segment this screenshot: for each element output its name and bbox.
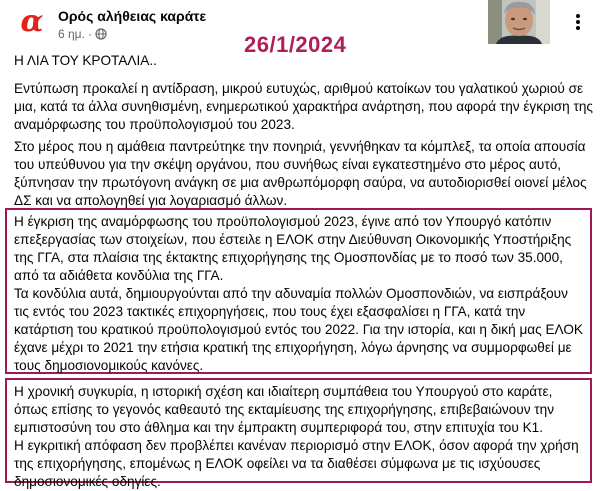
post-meta: [58, 27, 107, 41]
alpha-logo-icon: α: [20, 4, 44, 39]
post-time-link[interactable]: 6 ημ.: [58, 27, 85, 41]
highlighted-section-2: [5, 378, 592, 489]
boxed-paragraph-1b: Τα κονδύλια αυτά, δημιουργούνται από την αδυναμία πολλών Ομοσπονδιών, να εισπράξουν τις εντός του 2023 τακτικές επιχορηγήσεις, που τους έχει εξασφαλίσει η ΓΓΑ, κατά την κατάρτιση του κρατικού προϋπολογισμού εντός του 2022. Για την ιστορία, και η δική μας ΕΛΟΚ έχανε μέχρι το 2021 την ετήσια κρατική της επιχορήγηση, λόγω άρνησης να συμμορφωθεί με τους δημοσιονομικούς κανόνες.: [14, 286, 583, 373]
dot: [576, 14, 580, 18]
date-overlay: 26/1/2024: [244, 32, 347, 57]
globe-icon[interactable]: [95, 28, 107, 40]
page-avatar[interactable]: [14, 6, 50, 38]
boxed-paragraph-1a: Η έγκριση της αναμόρφωσης του προϋπολογισμού 2023, έγινε από τον Υπουργό κατόπιν επεξεργασίας των στοιχείων, που έστειλε η ΕΛΟΚ στην Διεύθυνση Οικονομικής Υποστήριξης της ΓΓΑ, στα πλαίσια της έκτακτης επιχορήγησης της Ομοσπονδίας με το ποσό των 35.000, από τα αδιάθετα κονδύλια της ΓΓΑ.: [14, 214, 572, 283]
post-greeting: Η ΛΙΑ ΤΟΥ ΚΡΟΤΑΛΙΑ..: [14, 53, 157, 68]
meta-separator: ·: [87, 27, 92, 41]
post-paragraph-2: Στο μέρος που η αμάθεια παντρεύτηκε την πονηριά, γεννήθηκαν τα κόμπλεξ, τα οποία απουσία του υπεύθυνου για την σκέψη οργάνου, που συνήθως είναι εγκατεστημένο στο μέρος αυτό, ξύπνησαν την πρωτόγονη ανάγκη σε μια ανθρωπόμορφη σαύρα, να αυτοδιορισθεί οιονεί μέλος ΔΣ και να απολογηθεί για λογαριασμό άλλων.: [14, 139, 587, 208]
dot: [576, 26, 580, 30]
dot: [576, 20, 580, 24]
author-photo: [488, 0, 550, 44]
highlighted-section-1: [5, 208, 592, 374]
page-name-link[interactable]: Ορός αλήθειας καράτε: [58, 8, 207, 24]
post-paragraph-1: Εντύπωση προκαλεί η αντίδραση, μικρού ευτυχώς, αριθμού κατοίκων του γαλατικού χωριού σε μια, κατά τα άλλα συνηθισμένη, ενημερωτικού χαρακτήρα ανάρτηση, που αφορά την έγκριση της αναμόρφωσης του προϋπολογισμού του 2023.: [14, 81, 593, 132]
boxed-paragraph-2b: Η εγκριτική απόφαση δεν προβλέπει κανέναν περιορισμό στην ΕΛΟΚ, όσον αφορά την χρήση της επιχορήγησης, επομένως η ΕΛΟΚ οφείλει να τα διαθέσει σύμφωνα με τις ισχύουσες δημοσιονομικές οδηγίες.: [14, 438, 579, 489]
more-options-icon[interactable]: [568, 12, 588, 32]
boxed-paragraph-2a: Η χρονική συγκυρία, η ιστορική σχέση και ιδιαίτερη συμπάθεια του Υπουργού στο καράτε, όπως επίσης το γεγονός καθεαυτό της εκταμίευσης της επιχορήγησης, επιβεβαιώνουν την εμπιστοσύνη του στο άθλημα και την έμπρακτη συμπεριφορά του, στην επιτυχία του Κ1.: [14, 384, 555, 435]
